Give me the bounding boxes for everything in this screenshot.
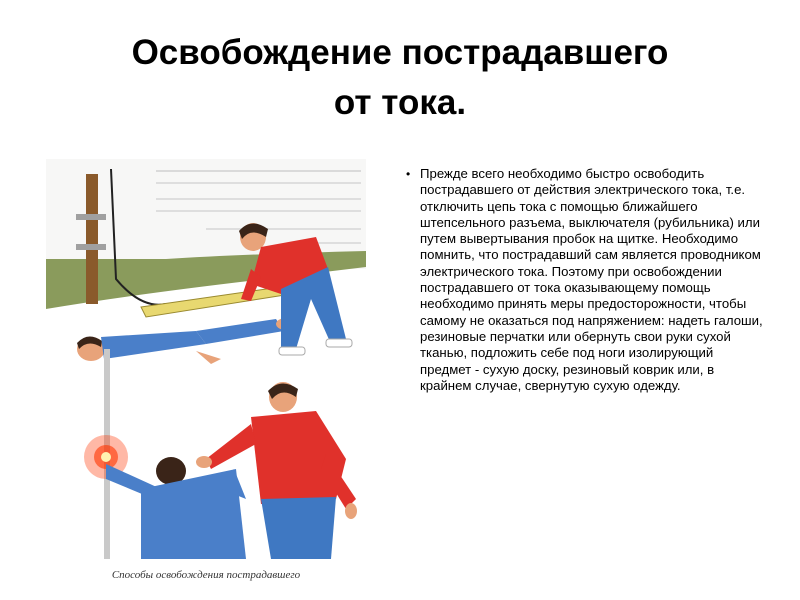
- body-paragraph: Прежде всего необходимо быстро освободить пострадавшего от действия электрического тока, т.е. отключить цепь тока с помощью ближайшего штепсельного разъема, выключателя (рубильника) или путем вывертывания пробок на щитке. Необходимо помнить, что пострадавший сам является проводником электрического тока. Поэтому при освобождении пострадавшего от тока оказывающему помощь необходимо принять меры предосторожности, чтобы самому не оказаться под напряжением: надеть галоши, резиновые перчатки или обернуть свои руки сухой тканью, подложить себе под ноги изолирующий предмет - сухую доску, резиновый коврик или, в крайнем случае, свернутую сухую одежду.: [420, 166, 763, 393]
- title-line-2: от тока.: [333, 83, 467, 122]
- rescue-illustration: [46, 159, 366, 591]
- bullet-marker: •: [406, 167, 411, 181]
- shocked-victim: [106, 457, 246, 559]
- illustration-drawing: [46, 159, 366, 559]
- wooden-pole: [86, 174, 98, 304]
- slide-title: [40, 28, 760, 128]
- illustration-caption: Способы освобождения пострадавшего: [111, 569, 301, 581]
- body-text-block: [406, 166, 765, 394]
- title-line-1: Освобождение пострадавшего: [131, 33, 669, 72]
